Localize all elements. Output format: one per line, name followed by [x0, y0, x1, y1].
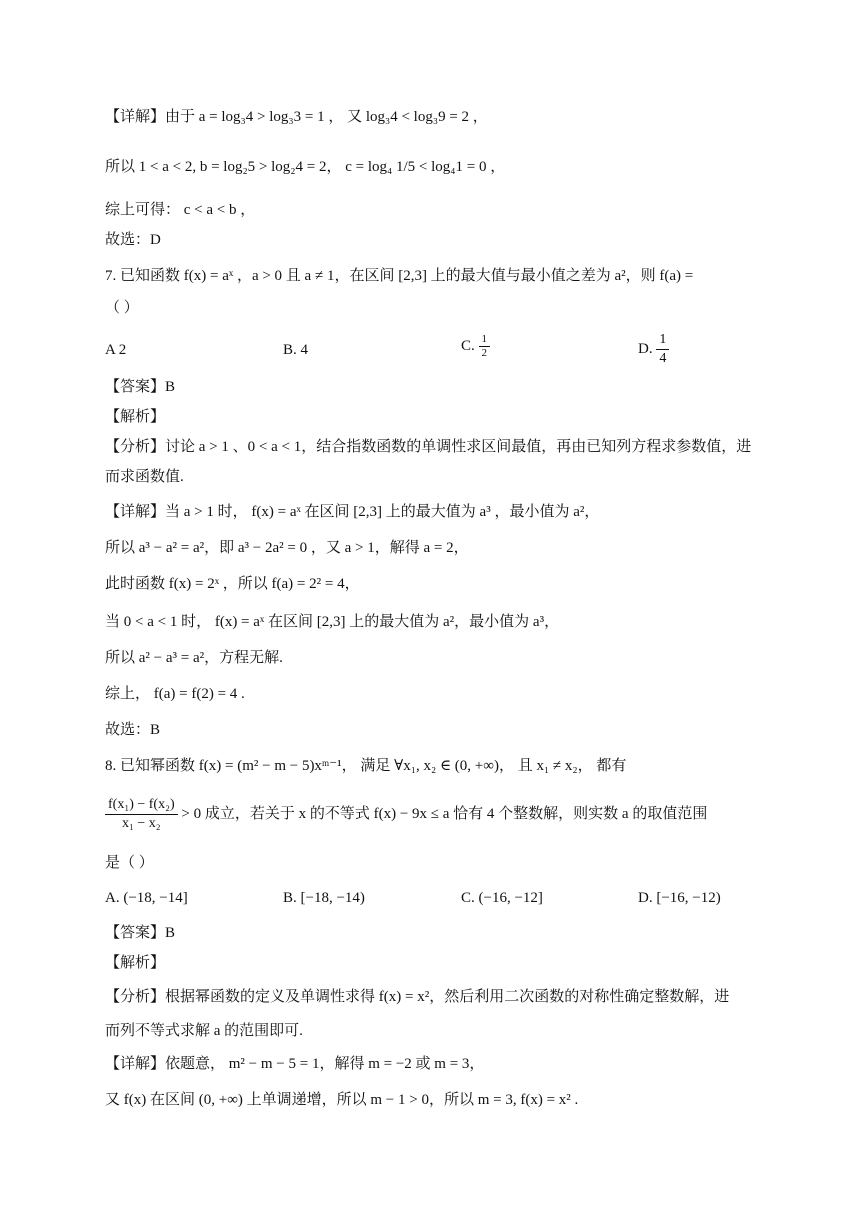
- detail-line: 此时函数 f(x) = 2ˣ ，所以 f(a) = 2² = 4，: [105, 576, 360, 592]
- q7-option-a: A 2: [105, 342, 127, 358]
- question-7-stem: 7. 已知函数 f(x) = aˣ ，a > 0 且 a ≠ 1，在区间 [2,3] 上的最大值与最小值之差为 a²，则 f(a) =: [105, 268, 694, 284]
- question-7-blank: （ ）: [105, 300, 139, 316]
- q7-option-d: [638, 331, 669, 368]
- analysis-line: 【分析】讨论 a > 1 、0 < a < 1，结合指数函数的单调性求区间最值，再由已知列方程求参数值，进: [105, 439, 752, 455]
- q8-option-d: D. [−16, −12): [638, 890, 721, 906]
- q7-option-b: B. 4: [283, 342, 309, 358]
- condition-text: > 0 成立，若关于 x 的不等式 f(x) − 9x ≤ a 恰有 4 个整数解，则实数 a 的取值范围: [181, 805, 708, 822]
- question-8-condition: [105, 796, 707, 833]
- analysis-label: 【解析】: [105, 955, 166, 971]
- q8-option-b: B. [−18, −14): [283, 890, 365, 906]
- fraction-numerator: 1: [479, 333, 491, 347]
- analysis-line: 而求函数值.: [105, 469, 184, 485]
- detail-line: 故选：B: [105, 722, 161, 738]
- fraction-denominator: 4: [659, 351, 667, 366]
- question-8-blank: 是（ ）: [105, 855, 154, 871]
- q8-option-c: C. (−16, −12]: [461, 890, 543, 906]
- question-8-stem: 8. 已知幂函数 f(x) = (m² − m − 5)xᵐ⁻¹， 满足 ∀x₁, x₂ ∈ (0, +∞)， 且 x₁ ≠ x₂， 都有: [105, 758, 627, 774]
- fraction: [656, 331, 669, 368]
- detail-line: 【详解】当 a > 1 时， f(x) = aˣ 在区间 [2,3] 上的最大值为 a³ ，最小值为 a²，: [105, 504, 600, 520]
- analysis-line: 而列不等式求解 a 的范围即可.: [105, 1023, 303, 1039]
- fraction-numerator: 1: [656, 331, 669, 350]
- detail-line: 当 0 < a < 1 时， f(x) = aˣ 在区间 [2,3] 上的最大值为 a²，最小值为 a³，: [105, 614, 560, 630]
- detail-line: 所以 a² − a³ = a²，方程无解.: [105, 650, 283, 666]
- option-label: D.: [638, 340, 653, 357]
- q7-option-c: [461, 333, 490, 360]
- solution-line: 故选：D: [105, 232, 161, 248]
- difference-quotient: [105, 796, 178, 833]
- fraction-denominator: 2: [481, 347, 488, 359]
- answer-label: 【答案】B: [105, 379, 176, 395]
- fraction-denominator: x₁ − x₂: [121, 816, 161, 831]
- detail-line: 又 f(x) 在区间 (0, +∞) 上单调递增，所以 m − 1 > 0，所以 m = 3, f(x) = x² .: [105, 1092, 579, 1108]
- q8-option-a: A. (−18, −14]: [105, 890, 188, 906]
- solution-line: 所以 1 < a < 2, b = log₂5 > log₂4 = 2， c = log₄ 1/5 < log₄1 = 0 ，: [105, 159, 506, 175]
- analysis-label: 【解析】: [105, 409, 166, 425]
- option-label: C.: [461, 337, 475, 354]
- solution-line: 【详解】由于 a = log₃4 > log₃3 = 1 ， 又 log₃4 < log₃9 = 2 ，: [105, 109, 488, 125]
- analysis-line: 【分析】根据幂函数的定义及单调性求得 f(x) = x²，然后利用二次函数的对称性确定整数解，进: [105, 989, 730, 1005]
- detail-line: 所以 a³ − a² = a²，即 a³ − 2a² = 0 ，又 a > 1，解得 a = 2，: [105, 540, 469, 556]
- answer-label: 【答案】B: [105, 925, 176, 941]
- fraction-numerator: f(x₁) − f(x₂): [105, 796, 178, 815]
- detail-line: 【详解】依题意， m² − m − 5 = 1，解得 m = −2 或 m = 3，: [105, 1056, 485, 1072]
- detail-line: 综上， f(a) = f(2) = 4 .: [105, 686, 245, 702]
- solution-line: 综上可得： c < a < b ，: [105, 202, 256, 218]
- fraction: [479, 333, 491, 360]
